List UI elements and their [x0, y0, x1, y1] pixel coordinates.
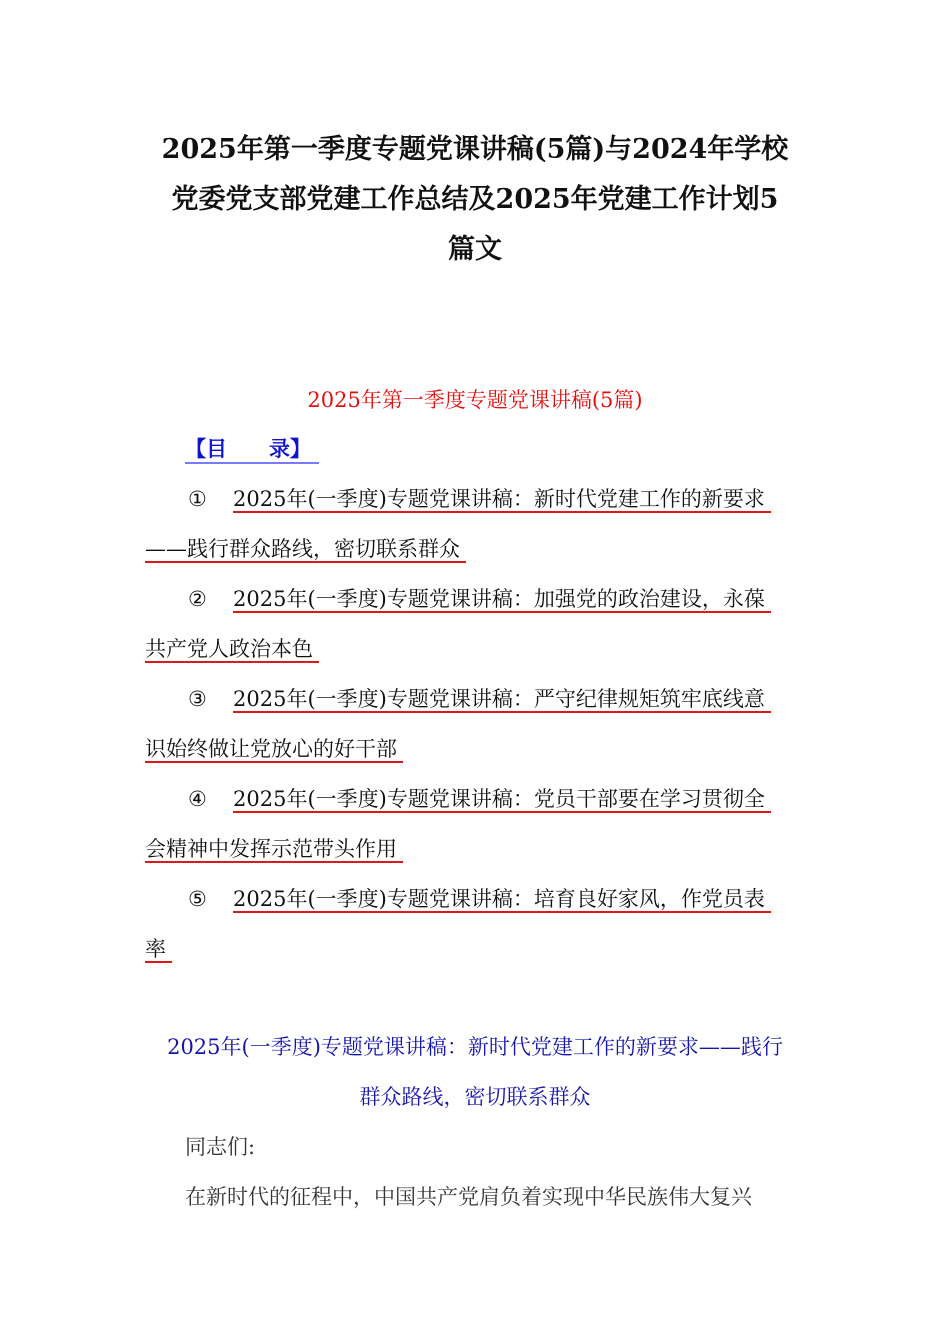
toc-link[interactable]: 【目 录】 — [185, 436, 319, 464]
toc-item-5[interactable] — [188, 884, 771, 914]
toc-link-text[interactable]: 会精神中发挥示范带头作用 — [145, 837, 403, 863]
toc-number: ① — [188, 487, 207, 511]
toc-link-text[interactable]: 2025年(一季度)专题党课讲稿：新时代党建工作的新要求 — [233, 487, 771, 513]
toc-item-3-cont[interactable] — [145, 734, 403, 764]
toc-link-text[interactable]: 率 — [145, 937, 172, 963]
toc-item-1-cont[interactable] — [145, 534, 466, 564]
toc-link-text[interactable]: ——践行群众路线，密切联系群众 — [145, 537, 466, 563]
toc-link-text[interactable]: 2025年(一季度)专题党课讲稿：严守纪律规矩筑牢底线意 — [233, 687, 771, 713]
body-paragraph: 在新时代的征程中，中国共产党肩负着实现中华民族伟大复兴 — [185, 1185, 752, 1209]
section-title: 2025年第一季度专题党课讲稿(5篇) — [307, 388, 643, 412]
article-heading-line: 2025年(一季度)专题党课讲稿：新时代党建工作的新要求——践行 — [167, 1035, 783, 1059]
toc-link-text[interactable]: 共产党人政治本色 — [145, 637, 319, 663]
toc-link-text[interactable]: 识始终做让党放心的好干部 — [145, 737, 403, 763]
toc-number: ⑤ — [188, 887, 207, 911]
toc-link-text[interactable]: 2025年(一季度)专题党课讲稿：党员干部要在学习贯彻全 — [233, 787, 771, 813]
toc-link-text[interactable]: 2025年(一季度)专题党课讲稿：加强党的政治建设，永葆 — [233, 587, 771, 613]
title-line: 2025年第一季度专题党课讲稿(5篇)与2024年学校 — [161, 134, 789, 165]
toc-item-3[interactable] — [188, 684, 771, 714]
article-heading-line: 群众路线，密切联系群众 — [359, 1085, 591, 1109]
toc-item-5-cont[interactable] — [145, 934, 172, 964]
toc-item-1[interactable] — [188, 484, 771, 514]
title-line: 篇文 — [448, 234, 502, 265]
toc-item-4-cont[interactable] — [145, 834, 403, 864]
salutation: 同志们: — [185, 1135, 256, 1159]
toc-number: ③ — [188, 687, 207, 711]
toc-item-2-cont[interactable] — [145, 634, 319, 664]
title-line: 党委党支部党建工作总结及2025年党建工作计划5 — [171, 184, 779, 215]
toc-item-4[interactable] — [188, 784, 771, 814]
toc-item-2[interactable] — [188, 584, 771, 614]
toc-link-text[interactable]: 2025年(一季度)专题党课讲稿：培育良好家风，作党员表 — [233, 887, 771, 913]
toc-number: ② — [188, 587, 207, 611]
toc-number: ④ — [188, 787, 207, 811]
